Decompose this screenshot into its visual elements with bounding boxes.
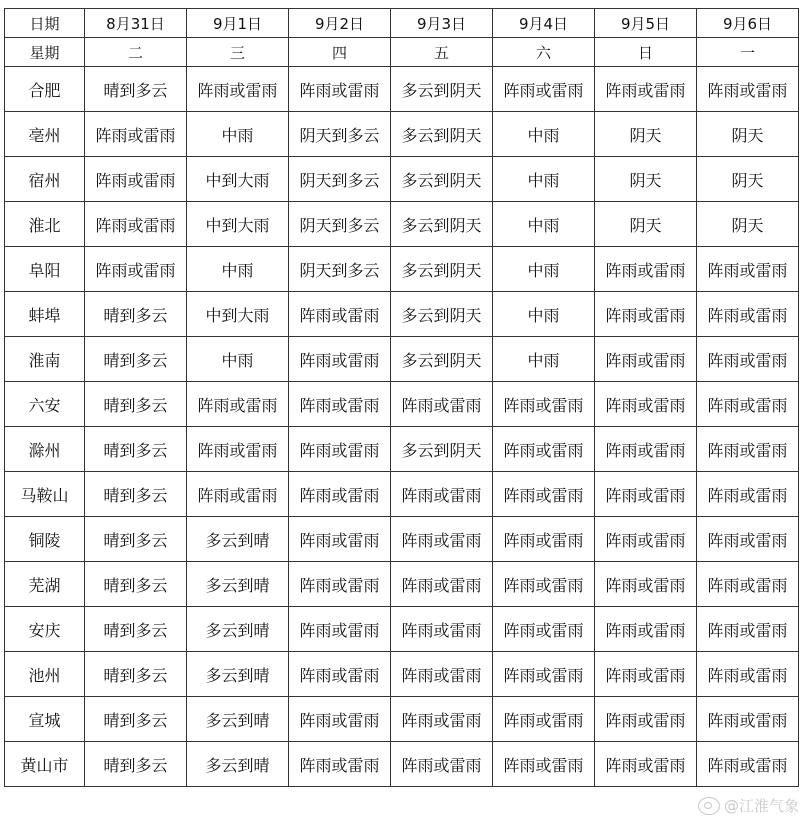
forecast-cell: 阵雨或雷雨: [595, 382, 697, 427]
forecast-cell: 晴到多云: [85, 382, 187, 427]
forecast-cell: 多云到阴天: [391, 67, 493, 112]
forecast-cell: 阵雨或雷雨: [697, 382, 799, 427]
forecast-cell: 阵雨或雷雨: [289, 742, 391, 787]
forecast-cell: 阵雨或雷雨: [289, 472, 391, 517]
city-cell: 滁州: [5, 427, 85, 472]
forecast-cell: 阴天: [697, 202, 799, 247]
forecast-cell: 阵雨或雷雨: [289, 562, 391, 607]
forecast-cell: 多云到晴: [187, 517, 289, 562]
city-cell: 合肥: [5, 67, 85, 112]
table-row: [5, 472, 799, 517]
forecast-cell: 阵雨或雷雨: [595, 742, 697, 787]
forecast-cell: 阵雨或雷雨: [187, 427, 289, 472]
city-cell: 铜陵: [5, 517, 85, 562]
table-row: [5, 67, 799, 112]
city-cell: 六安: [5, 382, 85, 427]
forecast-cell: 阵雨或雷雨: [595, 337, 697, 382]
watermark: [698, 795, 799, 816]
forecast-cell: 多云到晴: [187, 697, 289, 742]
weekday-cell: 一: [697, 38, 799, 67]
date-cell: 8月31日: [85, 9, 187, 38]
forecast-cell: 阵雨或雷雨: [493, 427, 595, 472]
forecast-cell: 阵雨或雷雨: [595, 517, 697, 562]
forecast-cell: 阴天: [595, 157, 697, 202]
forecast-cell: 多云到阴天: [391, 292, 493, 337]
weekday-cell: 五: [391, 38, 493, 67]
forecast-cell: 阵雨或雷雨: [289, 697, 391, 742]
forecast-cell: 阴天到多云: [289, 202, 391, 247]
forecast-cell: 阵雨或雷雨: [493, 697, 595, 742]
forecast-cell: 晴到多云: [85, 652, 187, 697]
forecast-cell: 阵雨或雷雨: [289, 517, 391, 562]
city-cell: 淮北: [5, 202, 85, 247]
forecast-cell: 阴天: [595, 112, 697, 157]
table-row: [5, 337, 799, 382]
forecast-cell: 阵雨或雷雨: [289, 382, 391, 427]
weekday-cell: 二: [85, 38, 187, 67]
forecast-cell: 中到大雨: [187, 202, 289, 247]
forecast-cell: 多云到阴天: [391, 427, 493, 472]
forecast-cell: 阴天: [697, 157, 799, 202]
date-cell: 9月1日: [187, 9, 289, 38]
forecast-cell: 多云到阴天: [391, 112, 493, 157]
forecast-cell: 阵雨或雷雨: [697, 67, 799, 112]
forecast-cell: 阵雨或雷雨: [595, 247, 697, 292]
forecast-cell: 晴到多云: [85, 292, 187, 337]
forecast-cell: 阵雨或雷雨: [85, 202, 187, 247]
city-cell: 阜阳: [5, 247, 85, 292]
forecast-cell: 晴到多云: [85, 607, 187, 652]
forecast-cell: 阵雨或雷雨: [187, 472, 289, 517]
forecast-cell: 阵雨或雷雨: [697, 472, 799, 517]
forecast-cell: 阵雨或雷雨: [391, 607, 493, 652]
forecast-cell: 阵雨或雷雨: [289, 652, 391, 697]
forecast-cell: 阵雨或雷雨: [697, 247, 799, 292]
forecast-cell: 阵雨或雷雨: [391, 697, 493, 742]
forecast-cell: 阵雨或雷雨: [697, 292, 799, 337]
forecast-cell: 阵雨或雷雨: [697, 337, 799, 382]
forecast-cell: 中雨: [187, 112, 289, 157]
table-row: [5, 292, 799, 337]
forecast-cell: 阵雨或雷雨: [85, 157, 187, 202]
forecast-cell: 晴到多云: [85, 562, 187, 607]
table-row: [5, 652, 799, 697]
forecast-cell: 阵雨或雷雨: [595, 562, 697, 607]
forecast-cell: 多云到阴天: [391, 247, 493, 292]
weibo-logo-icon: [698, 797, 720, 815]
forecast-cell: 阴天到多云: [289, 247, 391, 292]
forecast-cell: 阵雨或雷雨: [493, 382, 595, 427]
forecast-cell: 晴到多云: [85, 67, 187, 112]
forecast-cell: 阵雨或雷雨: [289, 607, 391, 652]
forecast-cell: 阵雨或雷雨: [595, 652, 697, 697]
table-row: [5, 517, 799, 562]
forecast-cell: 阴天: [697, 112, 799, 157]
date-cell: 9月6日: [697, 9, 799, 38]
forecast-cell: 阴天到多云: [289, 157, 391, 202]
weekday-cell: 日: [595, 38, 697, 67]
forecast-cell: 阵雨或雷雨: [595, 697, 697, 742]
weekday-header-row: [5, 38, 799, 67]
date-cell: 9月4日: [493, 9, 595, 38]
city-cell: 马鞍山: [5, 472, 85, 517]
weekday-cell: 三: [187, 38, 289, 67]
date-cell: 9月3日: [391, 9, 493, 38]
city-cell: 蚌埠: [5, 292, 85, 337]
forecast-cell: 阴天到多云: [289, 112, 391, 157]
forecast-cell: 中雨: [493, 202, 595, 247]
forecast-cell: 晴到多云: [85, 742, 187, 787]
date-cell: 9月5日: [595, 9, 697, 38]
date-cell: 9月2日: [289, 9, 391, 38]
forecast-cell: 中雨: [493, 157, 595, 202]
city-cell: 池州: [5, 652, 85, 697]
forecast-cell: 阵雨或雷雨: [493, 607, 595, 652]
city-cell: 黄山市: [5, 742, 85, 787]
table-row: [5, 157, 799, 202]
forecast-cell: 阵雨或雷雨: [697, 427, 799, 472]
forecast-cell: 中到大雨: [187, 292, 289, 337]
forecast-cell: 阵雨或雷雨: [595, 427, 697, 472]
forecast-table: [4, 8, 799, 787]
forecast-cell: 阵雨或雷雨: [391, 742, 493, 787]
forecast-cell: 中雨: [493, 337, 595, 382]
city-cell: 宿州: [5, 157, 85, 202]
forecast-cell: 多云到晴: [187, 562, 289, 607]
forecast-cell: 阵雨或雷雨: [697, 517, 799, 562]
forecast-cell: 阵雨或雷雨: [697, 562, 799, 607]
forecast-cell: 晴到多云: [85, 427, 187, 472]
forecast-cell: 阵雨或雷雨: [595, 292, 697, 337]
table-row: [5, 247, 799, 292]
forecast-cell: 阴天: [595, 202, 697, 247]
city-cell: 淮南: [5, 337, 85, 382]
table-row: [5, 382, 799, 427]
city-cell: 芜湖: [5, 562, 85, 607]
forecast-cell: 阵雨或雷雨: [85, 247, 187, 292]
date-header-row: [5, 9, 799, 38]
forecast-cell: 中雨: [493, 247, 595, 292]
forecast-cell: 阵雨或雷雨: [493, 742, 595, 787]
forecast-cell: 阵雨或雷雨: [289, 427, 391, 472]
table-row: [5, 427, 799, 472]
weekday-cell: 六: [493, 38, 595, 67]
forecast-cell: 多云到阴天: [391, 157, 493, 202]
weekday-cell: 四: [289, 38, 391, 67]
forecast-cell: 阵雨或雷雨: [493, 562, 595, 607]
table-row: [5, 697, 799, 742]
forecast-cell: 中雨: [493, 292, 595, 337]
forecast-cell: 阵雨或雷雨: [187, 382, 289, 427]
forecast-cell: 阵雨或雷雨: [391, 562, 493, 607]
table-row: [5, 742, 799, 787]
forecast-cell: 中雨: [493, 112, 595, 157]
table-row: [5, 607, 799, 652]
city-cell: 亳州: [5, 112, 85, 157]
forecast-cell: 阵雨或雷雨: [391, 652, 493, 697]
forecast-cell: 阵雨或雷雨: [493, 67, 595, 112]
forecast-cell: 阵雨或雷雨: [187, 67, 289, 112]
forecast-cell: 阵雨或雷雨: [493, 472, 595, 517]
forecast-cell: 多云到阴天: [391, 202, 493, 247]
forecast-cell: 多云到晴: [187, 742, 289, 787]
forecast-cell: 阵雨或雷雨: [595, 607, 697, 652]
forecast-cell: 多云到晴: [187, 652, 289, 697]
forecast-cell: 阵雨或雷雨: [85, 112, 187, 157]
forecast-cell: 多云到阴天: [391, 337, 493, 382]
forecast-cell: 阵雨或雷雨: [595, 472, 697, 517]
forecast-cell: 晴到多云: [85, 472, 187, 517]
forecast-cell: 阵雨或雷雨: [595, 67, 697, 112]
forecast-cell: 阵雨或雷雨: [391, 472, 493, 517]
table-row: [5, 562, 799, 607]
forecast-cell: 阵雨或雷雨: [493, 652, 595, 697]
week-label: 星期: [5, 38, 85, 67]
forecast-cell: 阵雨或雷雨: [289, 67, 391, 112]
forecast-cell: 阵雨或雷雨: [289, 292, 391, 337]
forecast-cell: 晴到多云: [85, 517, 187, 562]
watermark-text: @江淮气象: [723, 797, 799, 815]
city-cell: 宣城: [5, 697, 85, 742]
forecast-cell: 中雨: [187, 337, 289, 382]
forecast-cell: 多云到晴: [187, 607, 289, 652]
table-row: [5, 112, 799, 157]
forecast-cell: 阵雨或雷雨: [391, 382, 493, 427]
forecast-cell: 阵雨或雷雨: [697, 652, 799, 697]
forecast-cell: 中到大雨: [187, 157, 289, 202]
forecast-cell: 晴到多云: [85, 697, 187, 742]
forecast-cell: 阵雨或雷雨: [697, 742, 799, 787]
forecast-cell: 阵雨或雷雨: [289, 337, 391, 382]
forecast-cell: 阵雨或雷雨: [493, 517, 595, 562]
forecast-cell: 晴到多云: [85, 337, 187, 382]
date-label: 日期: [5, 9, 85, 38]
forecast-cell: 阵雨或雷雨: [697, 697, 799, 742]
forecast-cell: 中雨: [187, 247, 289, 292]
forecast-cell: 阵雨或雷雨: [697, 607, 799, 652]
table-row: [5, 202, 799, 247]
city-cell: 安庆: [5, 607, 85, 652]
forecast-cell: 阵雨或雷雨: [391, 517, 493, 562]
